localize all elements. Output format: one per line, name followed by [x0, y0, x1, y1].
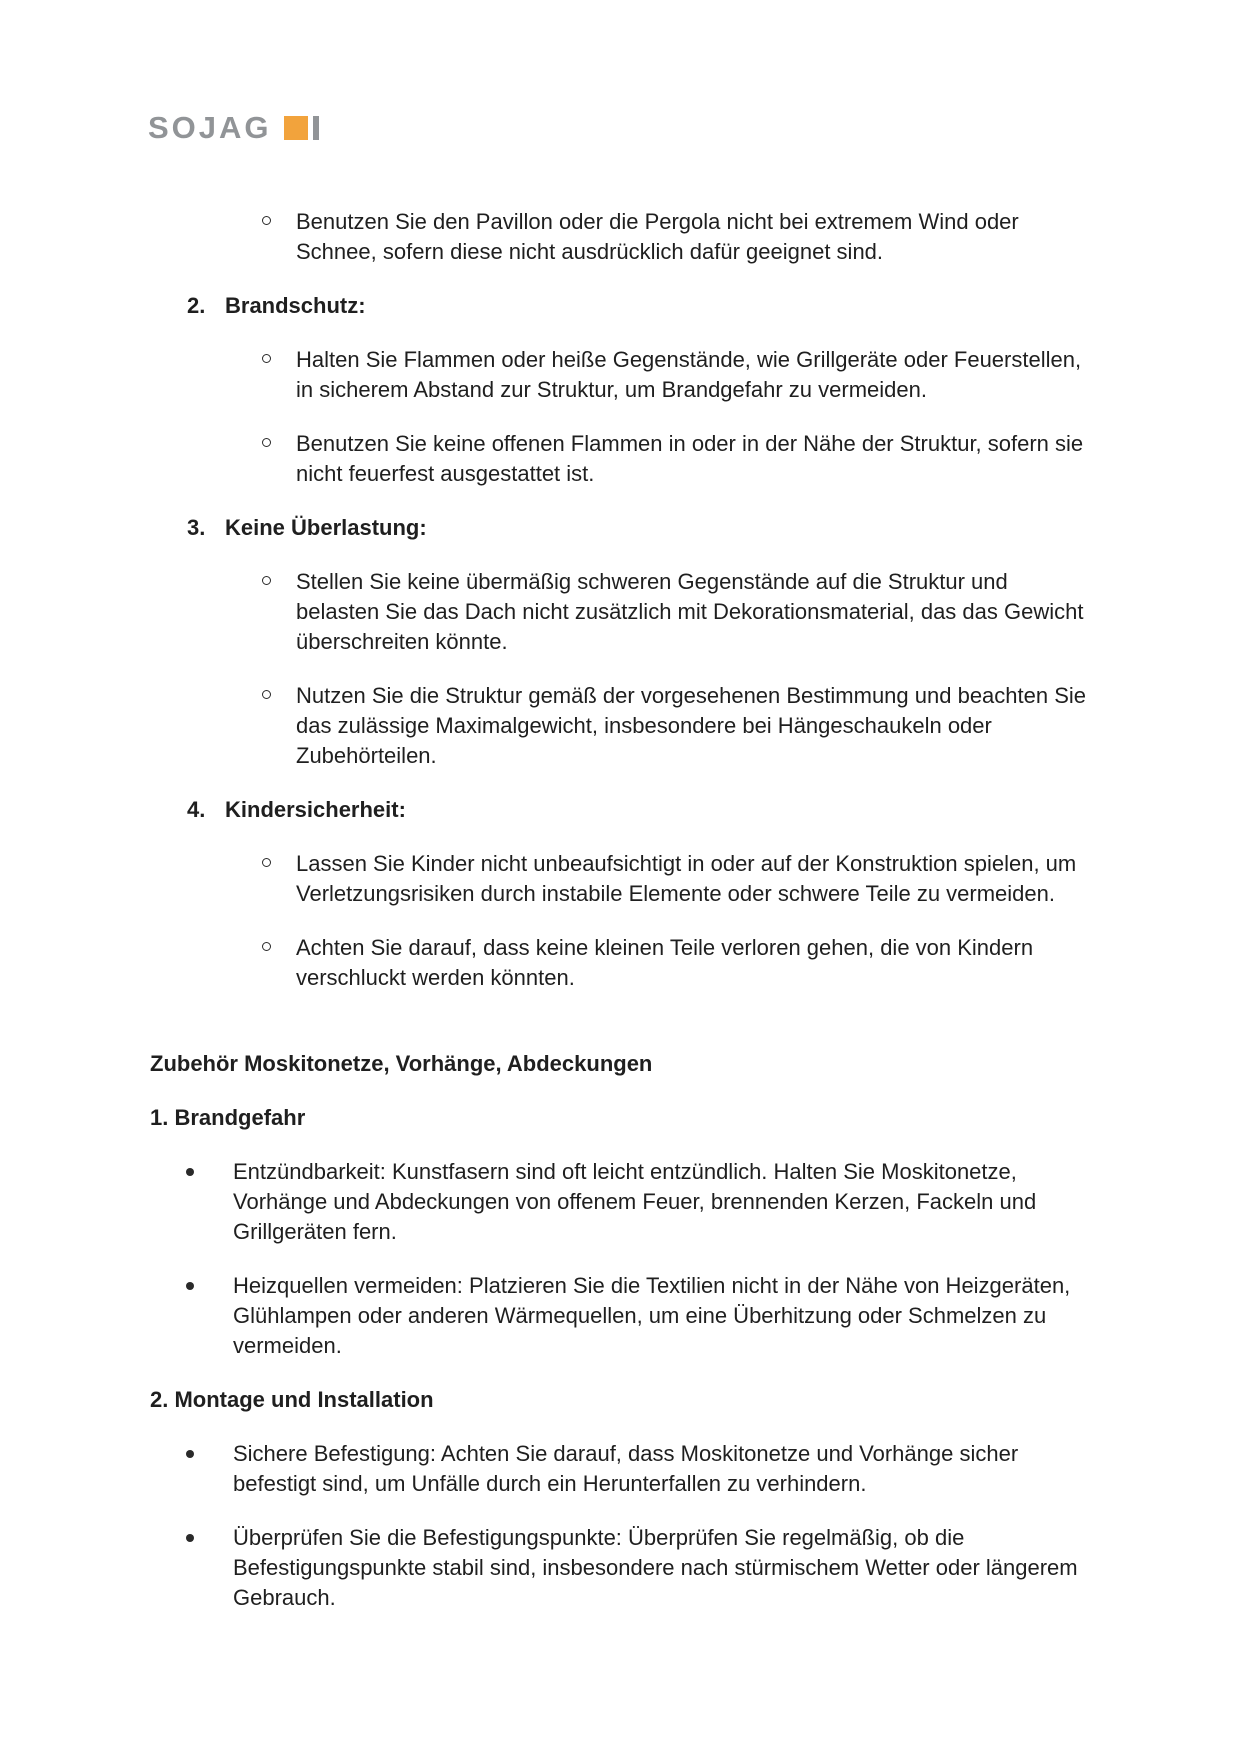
- list-item-text: Achten Sie darauf, dass keine kleinen Teile verloren gehen, die von Kindern verschluckt werden könnten.: [296, 935, 1034, 990]
- list-item: [186, 1439, 1090, 1499]
- item-number: 2.: [187, 293, 206, 318]
- list-item: [262, 429, 1090, 489]
- disc-bullet-icon: [186, 1450, 194, 1458]
- circle-bullet-marker: [262, 345, 296, 405]
- circle-bullet-icon: [262, 858, 271, 867]
- document-body: [150, 207, 1090, 1613]
- circle-bullet-icon: [262, 942, 271, 951]
- item-number: 4.: [187, 797, 206, 822]
- list-item-text: Halten Sie Flammen oder heiße Gegenstände, wie Grillgeräte oder Feuerstellen, in sicherem Abstand zur Struktur, um Brandgefahr zu vermeiden.: [296, 347, 1082, 402]
- disc-bullet-marker: [186, 1439, 233, 1499]
- list-item: [262, 567, 1090, 657]
- circle-bullet-icon: [262, 690, 271, 699]
- item-number: 3.: [187, 515, 206, 540]
- list-item: [262, 207, 1090, 267]
- subsection-heading-montage: 2. Montage und Installation: [150, 1387, 434, 1412]
- circle-bullet-marker: [262, 849, 296, 909]
- disc-bullet-marker: [186, 1157, 233, 1247]
- list-item: [262, 849, 1090, 909]
- numbered-heading-ueberlastung: [187, 513, 1090, 543]
- sojag-logo: [148, 0, 1090, 143]
- list-item: [186, 1157, 1090, 1247]
- disc-bullet-icon: [186, 1282, 194, 1290]
- list-item-text: Heizquellen vermeiden: Platzieren Sie die Textilien nicht in der Nähe von Heizgeräten, Glühlampen oder anderen Wärmequellen, um eine Überhitzung oder Schmelzen zu vermeiden.: [233, 1273, 1071, 1358]
- list-item-text: Lassen Sie Kinder nicht unbeaufsichtigt in oder auf der Konstruktion spielen, um Verletzungsrisiken durch instabile Elemente oder schwere Teile zu vermeiden.: [296, 851, 1077, 906]
- circle-bullet-icon: [262, 576, 271, 585]
- item-title: Kindersicherheit:: [225, 797, 406, 822]
- circle-bullet-marker: [262, 207, 296, 267]
- disc-bullet-icon: [186, 1168, 194, 1176]
- gray-bar-icon: [313, 116, 319, 140]
- orange-square-icon: [284, 116, 308, 140]
- list-item: [262, 681, 1090, 771]
- item-title: Brandschutz:: [225, 293, 366, 318]
- list-item: [262, 345, 1090, 405]
- list-item: [186, 1271, 1090, 1361]
- section-heading-zubehoer: Zubehör Moskitonetze, Vorhänge, Abdeckungen: [150, 1051, 653, 1076]
- subsection-heading-brandgefahr: 1. Brandgefahr: [150, 1105, 306, 1130]
- disc-bullet-marker: [186, 1271, 233, 1361]
- numbered-heading-brandschutz: [187, 291, 1090, 321]
- list-item-text: Entzündbarkeit: Kunstfasern sind oft leicht entzündlich. Halten Sie Moskitonetze, Vorhänge und Abdeckungen von offenem Feuer, brennenden Kerzen, Fackeln und Grillgeräten fern.: [233, 1159, 1037, 1244]
- sojag-logo-wordmark: SOJAG: [148, 110, 272, 145]
- list-item-text: Überprüfen Sie die Befestigungspunkte: Überprüfen Sie regelmäßig, ob die Befestigungspunkte stabil sind, insbesondere nach stürmischem Wetter oder längerem Gebrauch.: [233, 1525, 1078, 1610]
- list-item-text: Stellen Sie keine übermäßig schweren Gegenstände auf die Struktur und belasten Sie das Dach nicht zusätzlich mit Dekorationsmaterial, das das Gewicht überschreiten könnte.: [296, 569, 1084, 654]
- list-item-text: Nutzen Sie die Struktur gemäß der vorgesehenen Bestimmung und beachten Sie das zulässige Maximalgewicht, insbesondere bei Hängeschaukeln oder Zubehörteilen.: [296, 683, 1087, 768]
- circle-bullet-marker: [262, 567, 296, 657]
- circle-bullet-icon: [262, 216, 271, 225]
- circle-bullet-marker: [262, 429, 296, 489]
- circle-bullet-icon: [262, 354, 271, 363]
- circle-bullet-marker: [262, 933, 296, 993]
- list-item-text: Sichere Befestigung: Achten Sie darauf, dass Moskitonetze und Vorhänge sicher befestigt sind, um Unfälle durch ein Herunterfallen zu verhindern.: [233, 1441, 1019, 1496]
- list-item-text: Benutzen Sie den Pavillon oder die Pergola nicht bei extremem Wind oder Schnee, sofern diese nicht ausdrücklich dafür geeignet sind.: [296, 209, 1019, 264]
- circle-bullet-marker: [262, 681, 296, 771]
- disc-bullet-icon: [186, 1534, 194, 1542]
- numbered-heading-kindersicherheit: [187, 795, 1090, 825]
- disc-bullet-marker: [186, 1523, 233, 1613]
- list-item: [186, 1523, 1090, 1613]
- circle-bullet-icon: [262, 438, 271, 447]
- item-title: Keine Überlastung:: [225, 515, 427, 540]
- list-item: [262, 933, 1090, 993]
- list-item-text: Benutzen Sie keine offenen Flammen in oder in der Nähe der Struktur, sofern sie nicht feuerfest ausgestattet ist.: [296, 431, 1084, 486]
